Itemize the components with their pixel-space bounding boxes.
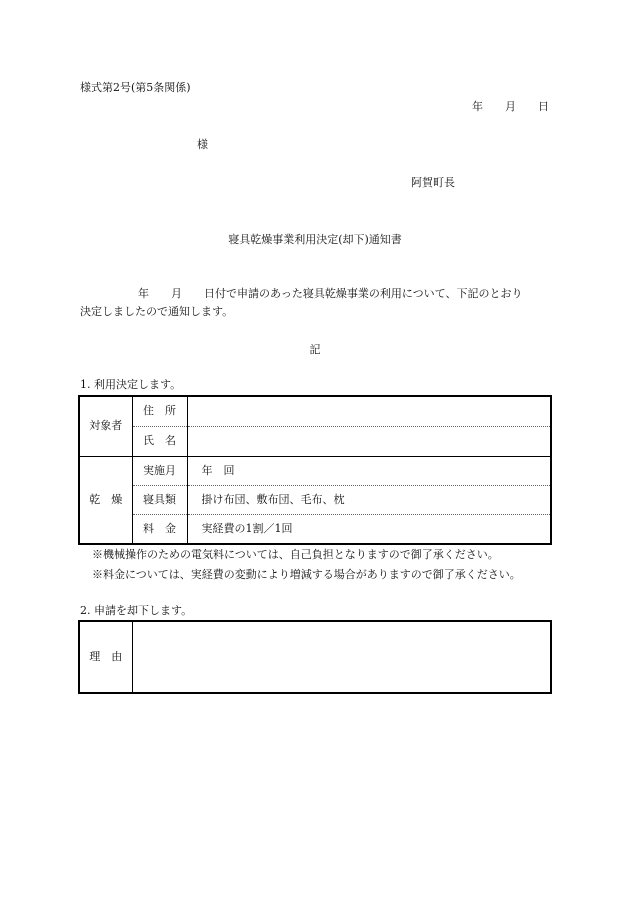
bedding-value: 掛け布団、敷布団、毛布、枕 — [187, 486, 551, 515]
addressee-honorific: 様 — [197, 138, 208, 151]
rejection-table — [78, 620, 552, 694]
subject-label: 対象者 — [79, 396, 132, 456]
address-label: 住 所 — [132, 396, 187, 426]
section2-heading: 2. 申請を却下します。 — [80, 604, 193, 617]
note-electricity: ※機械操作のための電気料については、自己負担となりますので御了承ください。 — [92, 548, 499, 561]
section1-heading: 1. 利用決定します。 — [80, 378, 182, 391]
form-number: 様式第2号(第5条関係) — [80, 81, 191, 94]
month-value: 年 回 — [187, 456, 551, 485]
note-fee: ※料金については、実経費の変動により増減する場合がありますので御了承ください。 — [92, 568, 521, 581]
reason-label: 理 由 — [79, 621, 132, 693]
address-value — [187, 396, 551, 426]
document-title: 寝具乾燥事業利用決定(却下)通知書 — [228, 233, 402, 246]
fee-value: 実経費の1割／1回 — [201, 521, 293, 535]
name-value — [187, 426, 551, 456]
issuer-name: 阿賀町長 — [411, 176, 455, 189]
reason-value — [132, 621, 551, 693]
decision-table — [78, 395, 552, 545]
body-line-2: 決定しましたので通知します。 — [80, 305, 234, 318]
ki-heading: 記 — [309, 343, 321, 356]
month-label: 実施月 — [132, 456, 187, 485]
fee-label: 料 金 — [132, 515, 187, 544]
bedding-label: 寝具類 — [132, 486, 187, 515]
date-line: 年 月 日 — [472, 100, 549, 113]
body-line-1: 年 月 日付で申請のあった寝具乾燥事業の利用について、下記のとおり — [138, 287, 523, 300]
name-label: 氏 名 — [132, 426, 187, 456]
drying-label: 乾 燥 — [79, 456, 132, 544]
